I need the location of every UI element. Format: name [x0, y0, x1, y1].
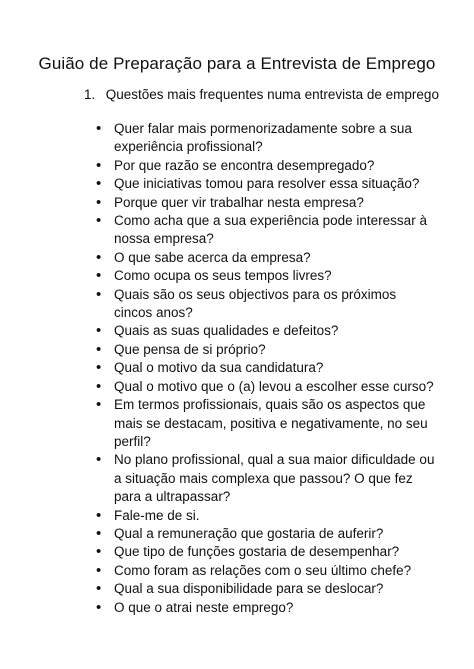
question-item: • Como acha que a sua experiência pode interessar à nossa empresa? — [96, 212, 436, 249]
question-item: • Qual o motivo que o (a) levou a escolher esse curso? — [96, 378, 436, 396]
question-item: • Quais são os seus objectivos para os próximos cincos anos? — [96, 286, 436, 323]
question-item: • Fale-me de si. — [96, 507, 436, 525]
question-item: • Quer falar mais pormenorizadamente sobre a sua experiência profissional? — [96, 120, 436, 157]
question-item: • Que iniciativas tomou para resolver essa situação? — [96, 175, 436, 193]
section-heading — [84, 87, 439, 102]
document-title: Guião de Preparação para a Entrevista de Emprego — [38, 54, 436, 73]
question-item: • Que tipo de funções gostaria de desempenhar? — [96, 543, 436, 561]
question-item: • Porque quer vir trabalhar nesta empresa? — [96, 194, 436, 212]
question-item: • Qual a sua disponibilidade para se deslocar? — [96, 580, 436, 598]
question-item: • Qual a remuneração que gostaria de auferir? — [96, 525, 436, 543]
question-item: • Por que razão se encontra desempregado? — [96, 157, 436, 175]
question-item: • Quais as suas qualidades e defeitos? — [96, 322, 436, 340]
question-item: • Como foram as relações com o seu último chefe? — [96, 562, 436, 580]
section-number: 1. — [84, 87, 96, 102]
question-list — [96, 120, 436, 617]
question-item: • O que sabe acerca da empresa? — [96, 249, 436, 267]
question-item: • No plano profissional, qual a sua maior dificuldade ou a situação mais complexa que passou? O que fez para a ultrapassar? — [96, 451, 436, 506]
question-item: • Em termos profissionais, quais são os aspectos que mais se destacam, positiva e negativamente, no seu perfil? — [96, 396, 436, 451]
question-item: • O que o atrai neste emprego? — [96, 599, 436, 617]
question-item: • Como ocupa os seus tempos livres? — [96, 267, 436, 285]
section-heading-text: Questões mais frequentes numa entrevista de emprego — [105, 87, 439, 102]
question-item: • Qual o motivo da sua candidatura? — [96, 359, 436, 377]
question-item: • Que pensa de si próprio? — [96, 341, 436, 359]
